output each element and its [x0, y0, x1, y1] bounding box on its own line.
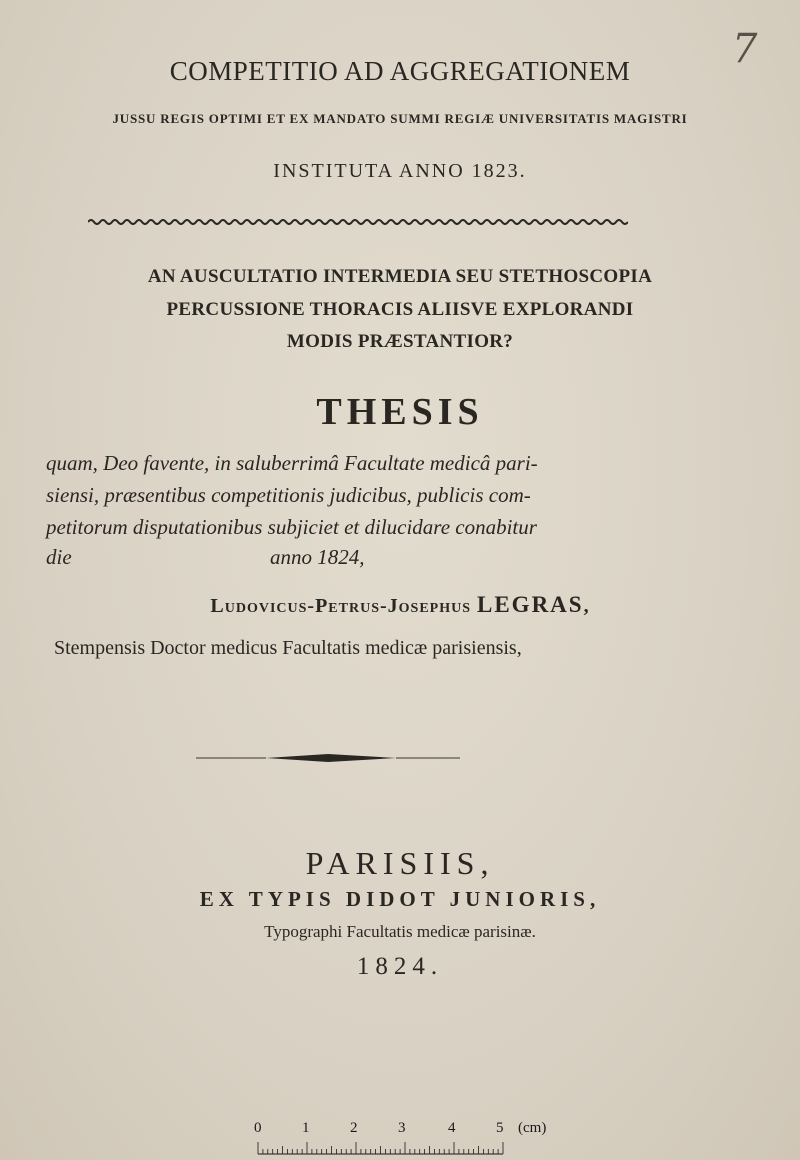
question-line-1: AN AUSCULTATIO INTERMEDIA SEU STETHOSCOPIA	[147, 266, 653, 287]
imprint-printer-role: Typographi Facultatis medicæ parisinæ.	[264, 922, 536, 941]
body-line-4-die: die	[46, 545, 72, 569]
question-line-2: PERCUSSIONE THORACIS ALIISVE EXPLORANDI	[166, 299, 634, 320]
handwritten-page-number: 7	[732, 26, 758, 72]
scale-tick-2: 2	[350, 1120, 358, 1136]
author-surname: LEGRAS	[477, 592, 584, 617]
scale-unit: (cm)	[518, 1120, 547, 1136]
author-description: Stempensis Doctor medicus Facultatis medicæ parisiensis,	[54, 637, 522, 659]
author-suffix: ,	[583, 595, 590, 617]
imprint-city: PARISIIS,	[305, 845, 495, 881]
scale-tick-4: 4	[448, 1120, 456, 1136]
scale-tick-3: 3	[398, 1120, 406, 1136]
body-line-3: petitorum disputationibus subjiciet et dilucidare conabitur	[46, 515, 537, 539]
competition-title: COMPETITIO AD AGGREGATIONEM	[169, 56, 631, 86]
body-line-4-anno	[270, 545, 365, 570]
decorative-wavy-rule	[88, 217, 628, 227]
author-line	[0, 592, 800, 618]
instituta-line: INSTITUTA ANNO 1823.	[273, 160, 527, 182]
scale-tick-0: 0	[254, 1120, 262, 1136]
scale-tick-1: 1	[302, 1120, 310, 1136]
imprint-year: 1824.	[356, 953, 444, 980]
thesis-heading: THESIS	[316, 391, 484, 433]
author-given-names: Ludovicus-Petrus-Josephus	[210, 595, 471, 617]
scale-tick-5: 5	[496, 1120, 504, 1136]
body-line-4-anno-text: anno 1824,	[270, 545, 365, 569]
body-line-2: siensi, præsentibus competitionis judicibus, publicis com-	[46, 483, 531, 507]
question-line-3: MODIS PRÆSTANTIOR?	[286, 331, 514, 352]
imprint-printer: EX TYPIS DIDOT JUNIORIS,	[199, 887, 601, 911]
scale-ruler	[252, 1122, 552, 1160]
decorative-rule	[196, 752, 460, 764]
royal-mandate-line: JUSSU REGIS OPTIMI ET EX MANDATO SUMMI REGIÆ UNIVERSITATIS MAGISTRI	[112, 111, 688, 126]
body-line-1: quam, Deo favente, in saluberrimâ Facultate medicâ pari-	[46, 451, 538, 475]
